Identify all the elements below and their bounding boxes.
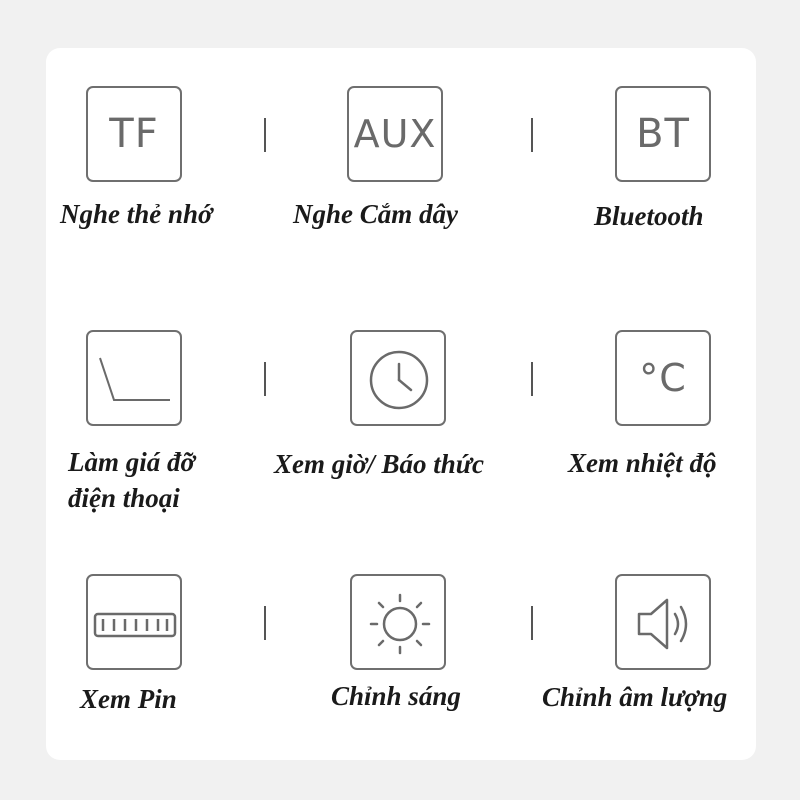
feature-tile-aux [347, 86, 443, 182]
feature-label-aux: Nghe Cắm dây [293, 199, 458, 229]
separator [264, 118, 266, 152]
feature-label-phone-stand-line2: điện thoại [68, 483, 180, 513]
feature-label-temperature: Xem nhiệt độ [568, 448, 717, 478]
feature-tile-temperature [615, 330, 711, 426]
feature-tile-volume [615, 574, 711, 670]
feature-label-tf: Nghe thẻ nhớ [60, 199, 213, 229]
separator [531, 362, 533, 396]
phone-stand-icon [88, 332, 180, 424]
separator [531, 118, 533, 152]
feature-tile-brightness [350, 574, 446, 670]
separator [264, 362, 266, 396]
feature-label-volume: Chỉnh âm lượng [542, 682, 728, 712]
bt-icon: BT [636, 111, 690, 157]
feature-tile-phone-stand [86, 330, 182, 426]
separator [264, 606, 266, 640]
feature-tile-battery [86, 574, 182, 670]
volume-icon [617, 576, 709, 668]
feature-label-brightness: Chỉnh sáng [331, 681, 461, 711]
feature-tile-bt [615, 86, 711, 182]
brightness-icon [352, 576, 444, 668]
battery-icon [88, 576, 180, 668]
feature-label-clock: Xem giờ/ Báo thức [274, 449, 484, 479]
separator [531, 606, 533, 640]
tf-icon: TF [109, 111, 159, 157]
celsius-icon: °C [639, 356, 687, 400]
feature-tile-clock [350, 330, 446, 426]
feature-label-battery: Xem Pin [80, 684, 177, 714]
feature-tile-tf [86, 86, 182, 182]
clock-icon [352, 332, 444, 424]
feature-label-bt: Bluetooth [594, 201, 704, 231]
feature-label-phone-stand-line1: Làm giá đỡ [68, 447, 195, 477]
aux-icon: AUX [353, 112, 437, 156]
